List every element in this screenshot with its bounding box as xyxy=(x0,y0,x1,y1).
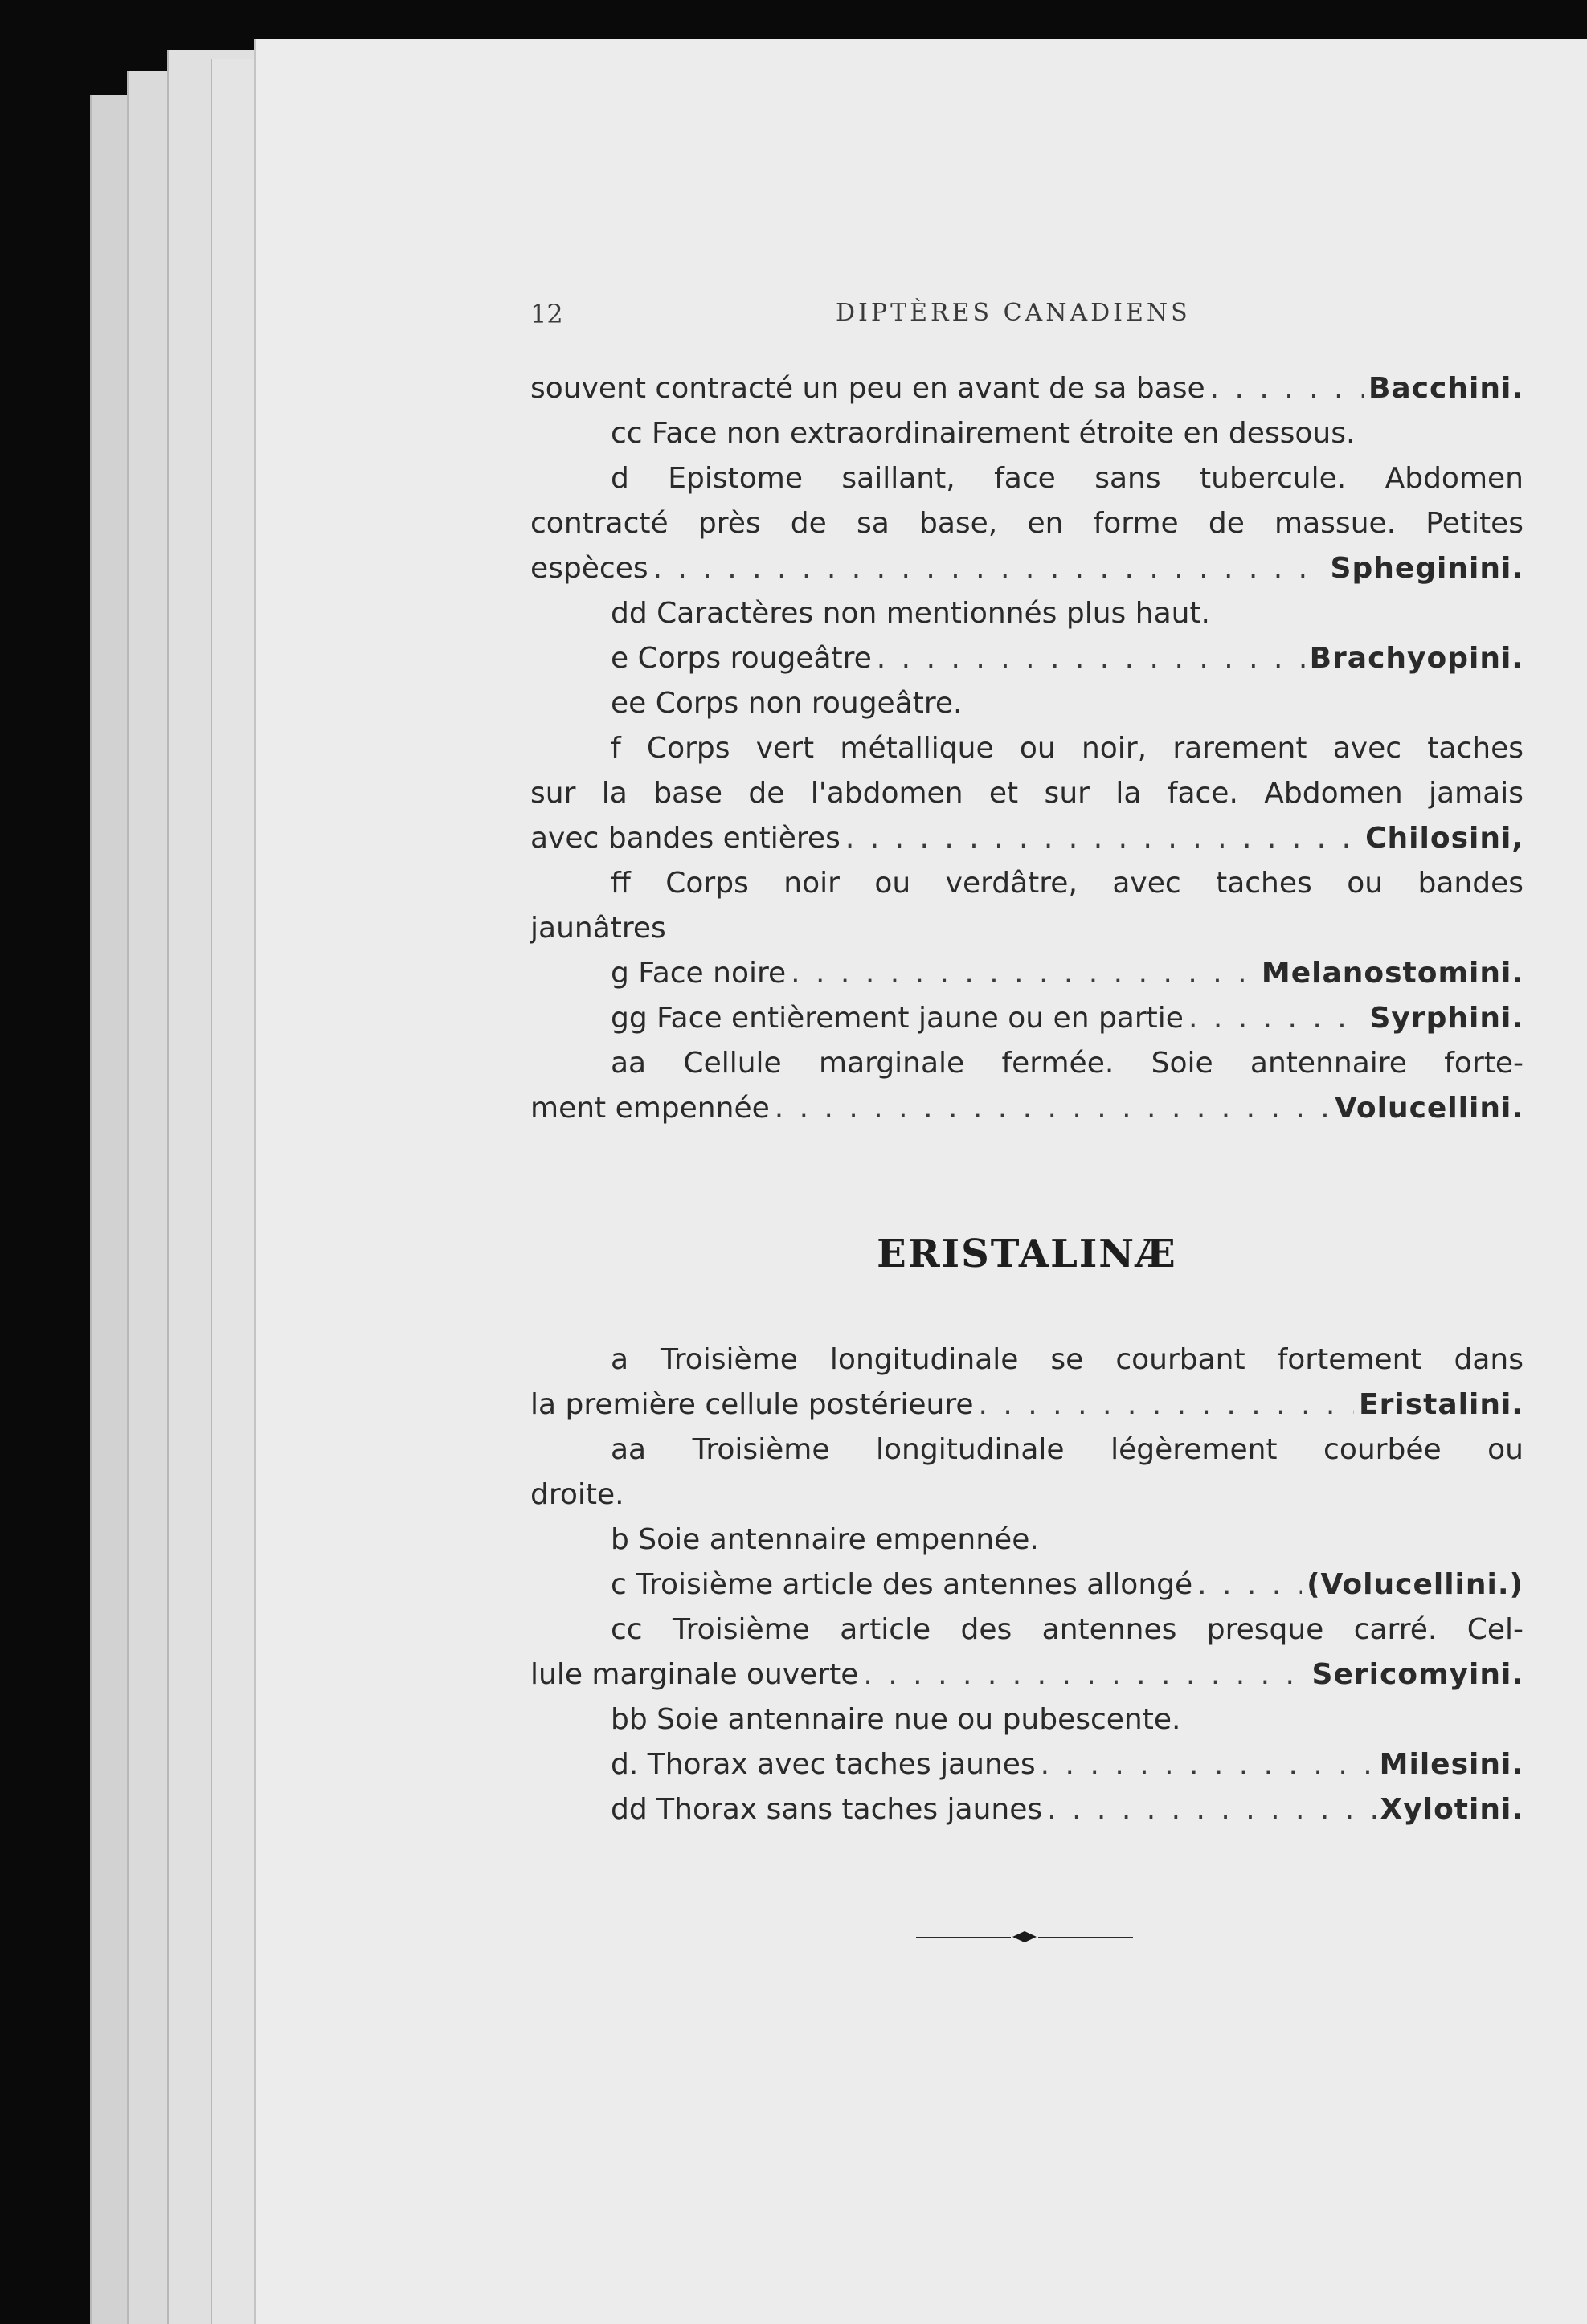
key-line xyxy=(611,1562,1524,1607)
key-line-text: dd Thorax sans taches jaunes xyxy=(611,1793,1043,1826)
key-line xyxy=(611,411,1524,456)
key-line-text: d. Thorax avec taches jaunes xyxy=(611,1748,1036,1781)
dot-leader xyxy=(1041,1742,1375,1787)
dot-leader xyxy=(1047,1787,1375,1832)
key-line-text: e Corps rougeâtre xyxy=(611,642,872,675)
page-number: 12 xyxy=(530,299,563,329)
key-line xyxy=(611,1427,1524,1472)
key-line xyxy=(530,1086,1524,1131)
dot-leader xyxy=(845,816,1360,861)
running-title: DIPTÈRES CANADIENS xyxy=(836,299,1191,327)
key-line xyxy=(611,681,1524,726)
taxon-name: (Volucellini.) xyxy=(1307,1568,1524,1601)
key-line xyxy=(611,1697,1524,1742)
running-head xyxy=(530,299,1524,339)
key-line xyxy=(611,636,1524,681)
key-line-text: sur la base de l'abdomen et sur la face. Abdomen jamais xyxy=(530,777,1524,810)
section-heading: ERISTALINÆ xyxy=(877,1231,1177,1276)
key-line-text: jaunâtres xyxy=(530,912,666,945)
key-line xyxy=(530,501,1524,546)
key-line xyxy=(611,861,1524,906)
taxon-name: Melanostomini. xyxy=(1261,957,1524,990)
key-line-text: dd Caractères non mentionnés plus haut. xyxy=(611,597,1210,630)
dot-leader xyxy=(1197,1562,1302,1607)
key-line-text: bb Soie antennaire nue ou pubescente. xyxy=(611,1703,1181,1736)
dot-leader xyxy=(791,951,1257,996)
key-line-text: souvent contracté un peu en avant de sa base xyxy=(530,372,1205,405)
end-ornament xyxy=(916,1930,1133,1946)
key-line-text: d Epistome saillant, face sans tubercule. Abdomen xyxy=(611,462,1524,495)
key-line-text: avec bandes entières xyxy=(530,822,841,855)
key-line-text: ment empennée xyxy=(530,1092,770,1125)
dot-leader xyxy=(877,636,1305,681)
key-line xyxy=(611,591,1524,636)
dot-leader xyxy=(653,546,1326,591)
taxon-name: Spheginini. xyxy=(1330,552,1524,585)
key-line-text: c Troisième article des antennes allongé xyxy=(611,1568,1193,1601)
taxon-name: Eristalini. xyxy=(1359,1388,1524,1421)
key-line-text: cc Troisième article des antennes presque carré. Cel- xyxy=(611,1613,1524,1646)
taxon-name: Bacchini. xyxy=(1368,372,1524,405)
key-line xyxy=(611,726,1524,771)
key-line xyxy=(530,546,1524,591)
key-line xyxy=(611,1338,1524,1383)
key-line-text: ee Corps non rougeâtre. xyxy=(611,687,963,720)
taxon-name: Sericomyini. xyxy=(1311,1658,1524,1691)
key-line xyxy=(611,1742,1524,1787)
key-line-text: aa Troisième longitudinale légèrement courbée ou xyxy=(611,1433,1524,1466)
key-line-text: droite. xyxy=(530,1478,624,1511)
key-line xyxy=(611,1607,1524,1652)
key-line-text: cc Face non extraordinairement étroite en dessous. xyxy=(611,417,1356,450)
key-line xyxy=(611,1041,1524,1086)
key-line-text: b Soie antennaire empennée. xyxy=(611,1523,1039,1556)
key-line xyxy=(530,366,1524,411)
key-line xyxy=(530,1472,1524,1517)
key-line-text: f Corps vert métallique ou noir, rarement avec taches xyxy=(611,732,1524,765)
key-line xyxy=(530,906,1524,951)
dot-leader xyxy=(1188,996,1365,1041)
key-line-text: espèces xyxy=(530,552,648,585)
key-line xyxy=(530,1383,1524,1427)
key-line-text: aa Cellule marginale fermée. Soie antennaire forte- xyxy=(611,1047,1524,1080)
key-line xyxy=(611,1787,1524,1832)
dot-leader xyxy=(1210,366,1364,411)
taxon-name: Syrphini. xyxy=(1369,1002,1524,1035)
taxon-name: Chilosini, xyxy=(1365,822,1524,855)
taxon-name: Xylotini. xyxy=(1380,1793,1524,1826)
key-line-text: lule marginale ouverte xyxy=(530,1658,859,1691)
key-line xyxy=(530,1652,1524,1697)
dot-leader xyxy=(863,1652,1307,1697)
dot-leader xyxy=(775,1086,1330,1131)
key-line xyxy=(530,771,1524,816)
key-line-text: a Troisième longitudinale se courbant fortement dans xyxy=(611,1343,1524,1376)
key-line xyxy=(611,951,1524,996)
dot-leader xyxy=(979,1383,1355,1427)
key-line-text: ff Corps noir ou verdâtre, avec taches ou bandes xyxy=(611,867,1524,900)
taxon-name: Brachyopini. xyxy=(1309,642,1524,675)
key-line-text: g Face noire xyxy=(611,957,787,990)
key-line xyxy=(611,456,1524,501)
taxon-name: Volucellini. xyxy=(1334,1092,1524,1125)
key-line xyxy=(530,816,1524,861)
key-line-text: contracté près de sa base, en forme de massue. Petites xyxy=(530,507,1524,540)
key-line xyxy=(611,996,1524,1041)
taxon-name: Milesini. xyxy=(1379,1748,1524,1781)
key-line-text: gg Face entièrement jaune ou en partie xyxy=(611,1002,1184,1035)
key-line xyxy=(611,1517,1524,1562)
key-line-text: la première cellule postérieure xyxy=(530,1388,974,1421)
